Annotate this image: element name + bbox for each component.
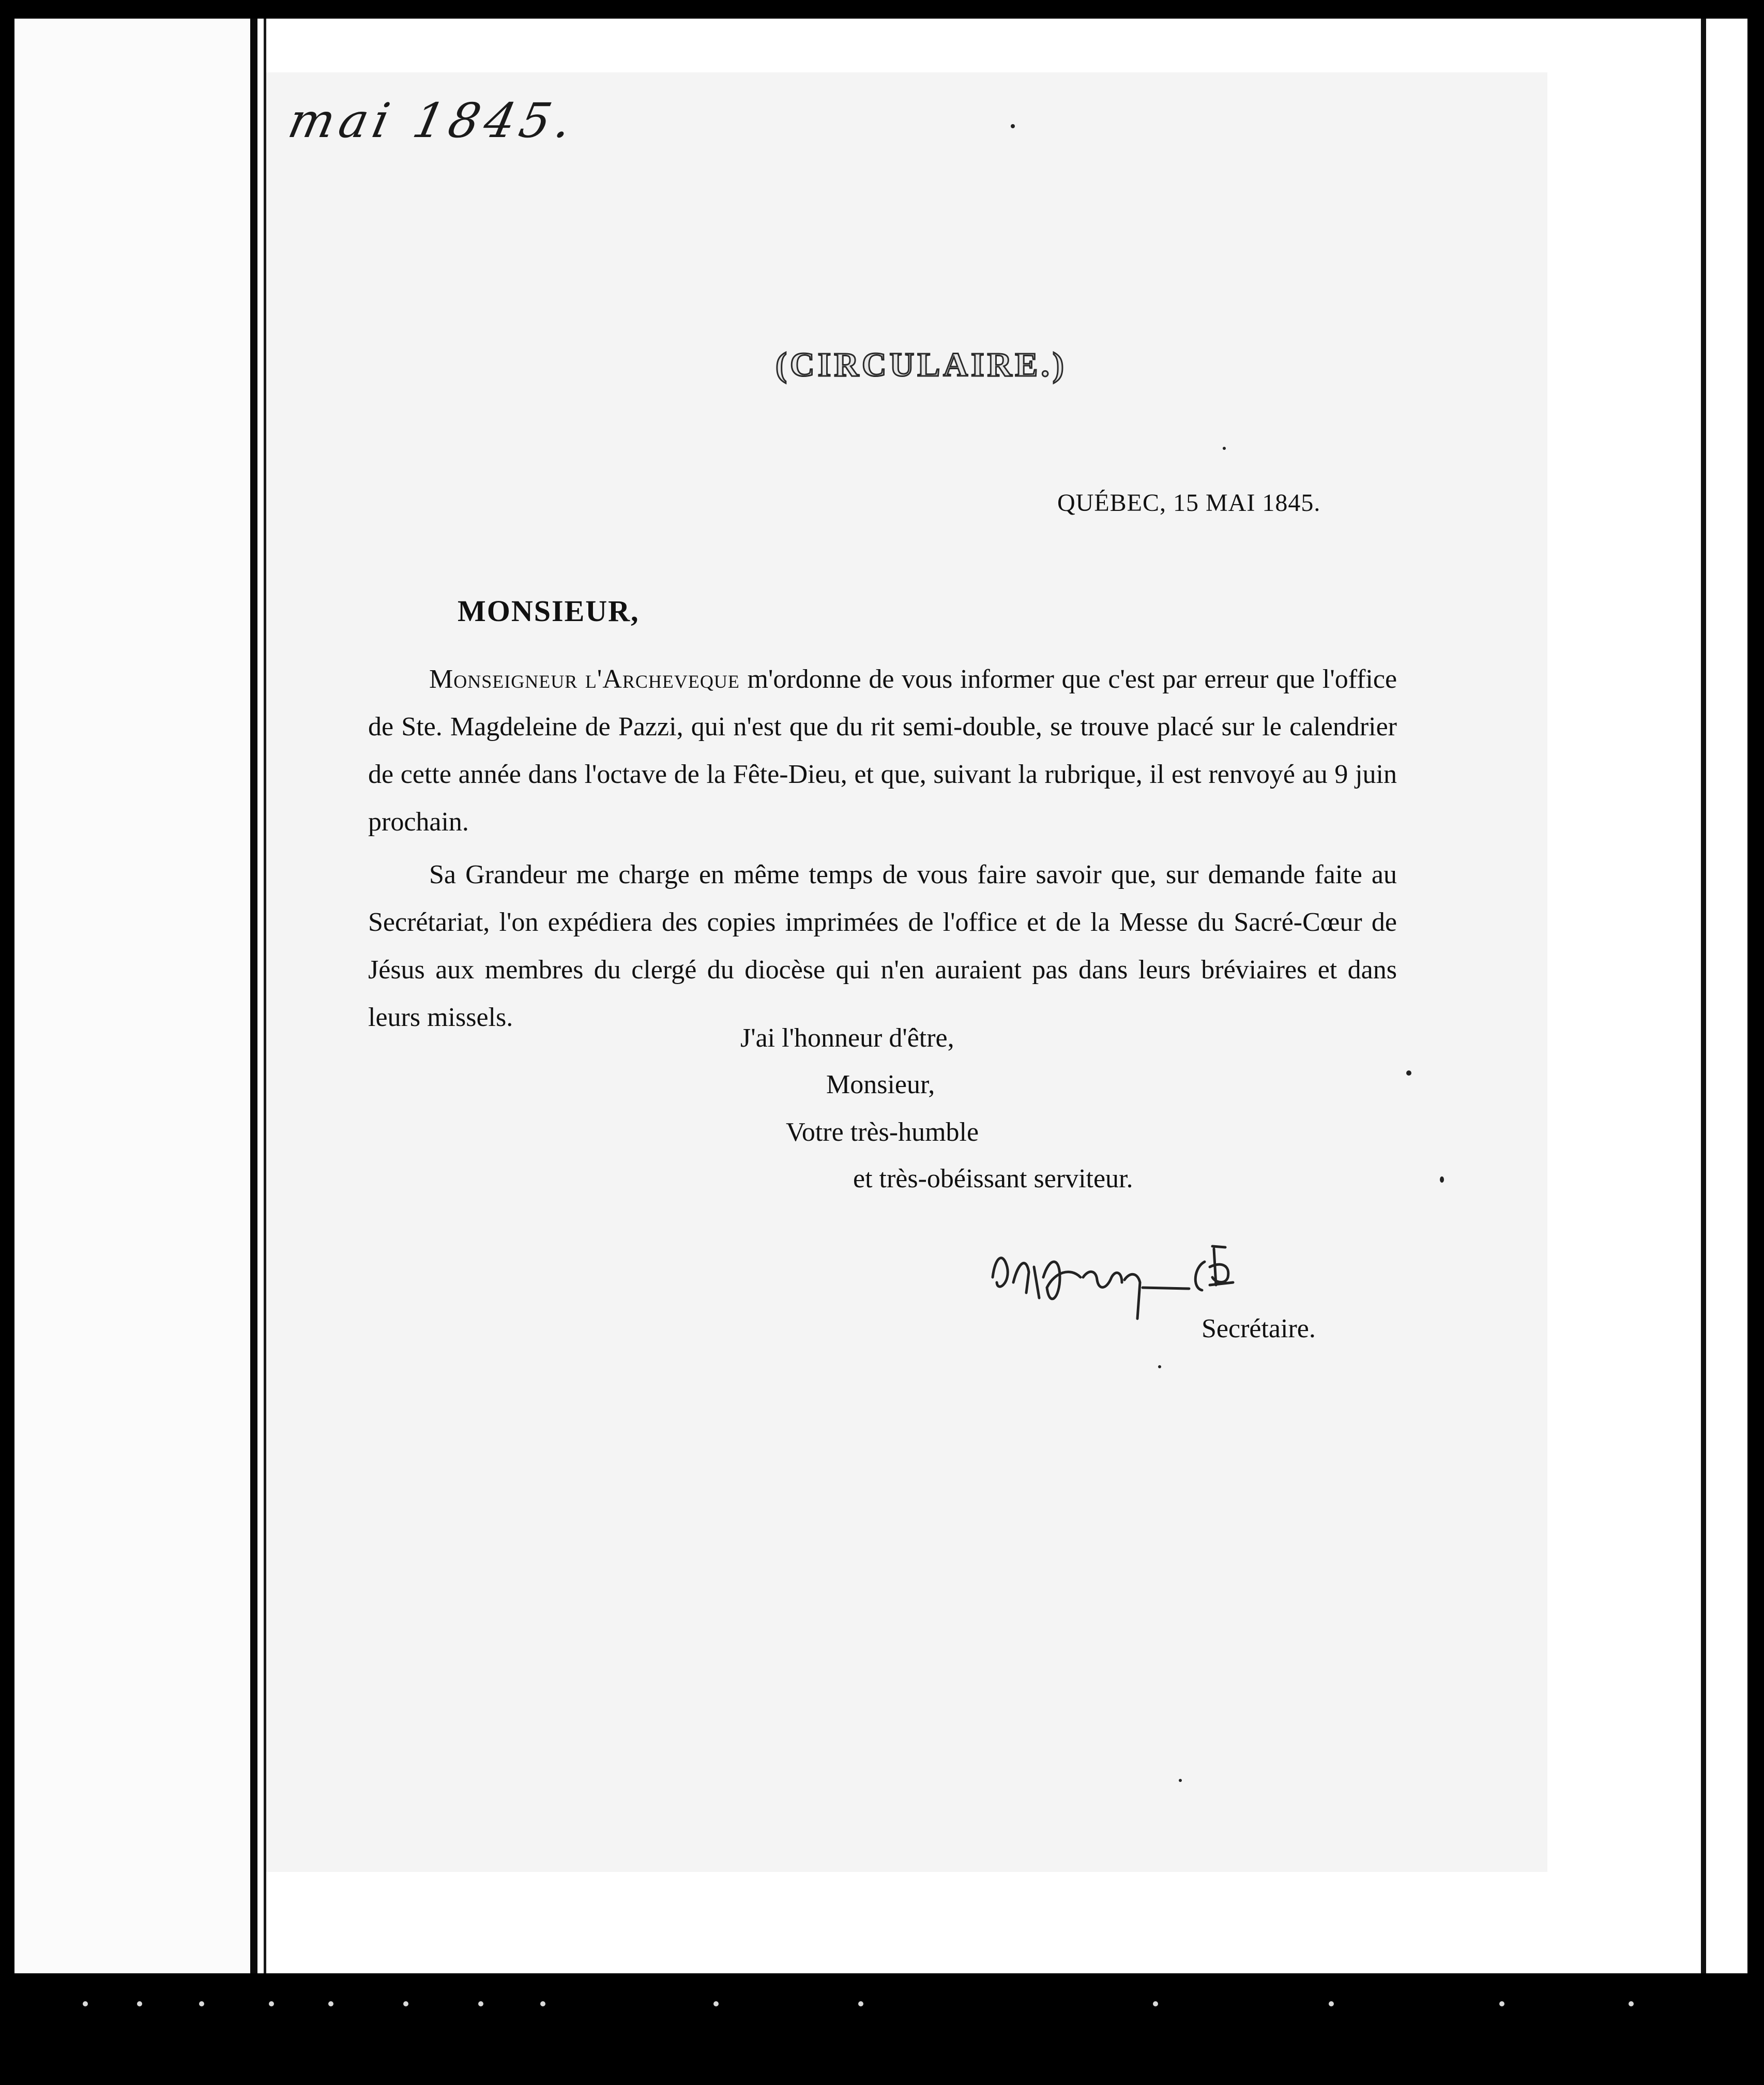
closing-line-1: J'ai l'honneur d'être, bbox=[740, 1023, 954, 1053]
dust-speck bbox=[1011, 124, 1015, 128]
paragraph-2-text: Sa Grandeur me charge en même temps de vous faire savoir que, sur demande faite au Secrétariat, l'on expédiera des copies imprimées de l'office et de la Messe du Sacré-Cœur de Jésus aux membres du clergé du diocèse qui n'en auraient pas dans leurs bréviaires et dans leurs missels. bbox=[368, 860, 1397, 1032]
dust-speck bbox=[1223, 447, 1226, 450]
closing-line-3: Votre très-humble bbox=[786, 1117, 979, 1147]
paragraph-2 bbox=[368, 851, 1397, 1041]
scan-noise-dots bbox=[72, 2001, 1675, 2017]
dateline: QUÉBEC, 15 MAI 1845. bbox=[1057, 489, 1321, 517]
scan-bottom-band bbox=[0, 1973, 1764, 2085]
dust-speck bbox=[1158, 1365, 1161, 1368]
closing-line-4: et très-obéissant serviteur. bbox=[853, 1164, 1133, 1193]
handwritten-date-annotation: mai 1845. bbox=[283, 93, 582, 148]
salutation: MONSIEUR, bbox=[458, 594, 640, 628]
signature-title: Secrétaire. bbox=[1202, 1314, 1316, 1343]
right-border-line bbox=[1701, 19, 1706, 1973]
heading-text: (CIRCULAIRE.) bbox=[775, 346, 1067, 384]
closing-line-2: Monsieur, bbox=[826, 1070, 935, 1099]
right-margin bbox=[1706, 19, 1747, 1973]
dust-speck bbox=[1406, 1070, 1411, 1076]
dust-speck bbox=[1179, 1779, 1182, 1782]
page-fold-line bbox=[250, 19, 257, 1973]
dust-speck bbox=[1440, 1176, 1444, 1183]
paragraph-1 bbox=[368, 656, 1397, 846]
paragraph-1-text: m'ordonne de vous informer que c'est par erreur que l'office de Ste. Magdeleine de Pazzi, qui n'est que du rit semi-double, se trouve placé sur le calendrier de cette année dans l'octave de la Fête-Dieu, et que, suivant la rubrique, il est renvoyé au 9 juin prochain. bbox=[368, 664, 1397, 837]
left-margin-strip bbox=[14, 19, 250, 1973]
circular-heading bbox=[775, 345, 1067, 385]
paragraph-1-lead-2: l'Archeveque bbox=[585, 664, 740, 694]
paragraph-1-lead-1: Monseigneur bbox=[429, 664, 578, 694]
